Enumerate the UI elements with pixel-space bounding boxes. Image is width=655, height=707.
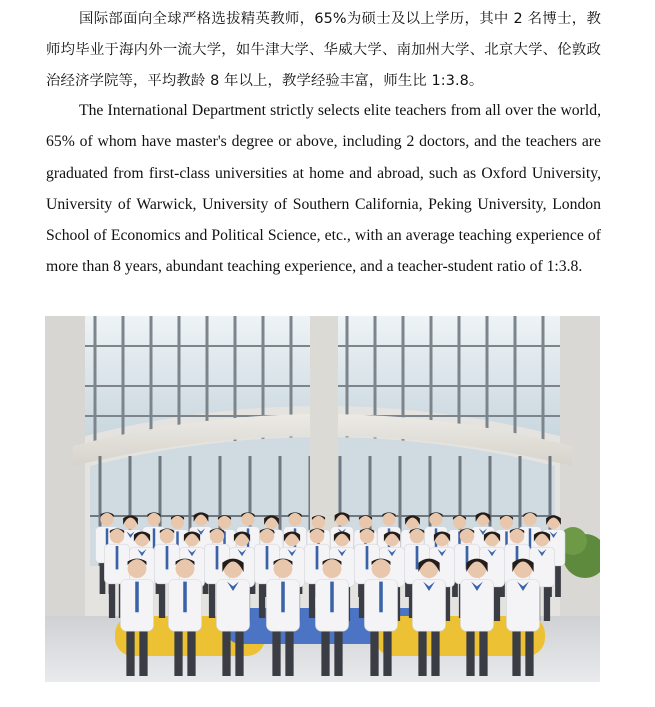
staff-group-photo (45, 316, 600, 682)
chinese-paragraph: 国际部面向全球严格选拔精英教师，65%为硕士及以上学历，其中 2 名博士，教师均毕业于海内外一流大学，如牛津大学、华威大学、南加州大学、北京大学、伦敦政治经济学院等，平均教龄 8 年以上，教学经验丰富，师生比 1:3.8。 (46, 11, 601, 89)
english-paragraph: The International Department strictly selects elite teachers from all over the world, 65% of whom have master's degree or above, including 2 doctors, and the teachers are graduated from first-class universities at home and abroad, such as Oxford University, University of Warwick, University of Southern California, Peking University, London School of Economics and Political Science, etc., with an average teaching experience of more than 8 years, abundant teaching experience, and a teacher-student ratio of 1:3.8. (46, 102, 601, 276)
